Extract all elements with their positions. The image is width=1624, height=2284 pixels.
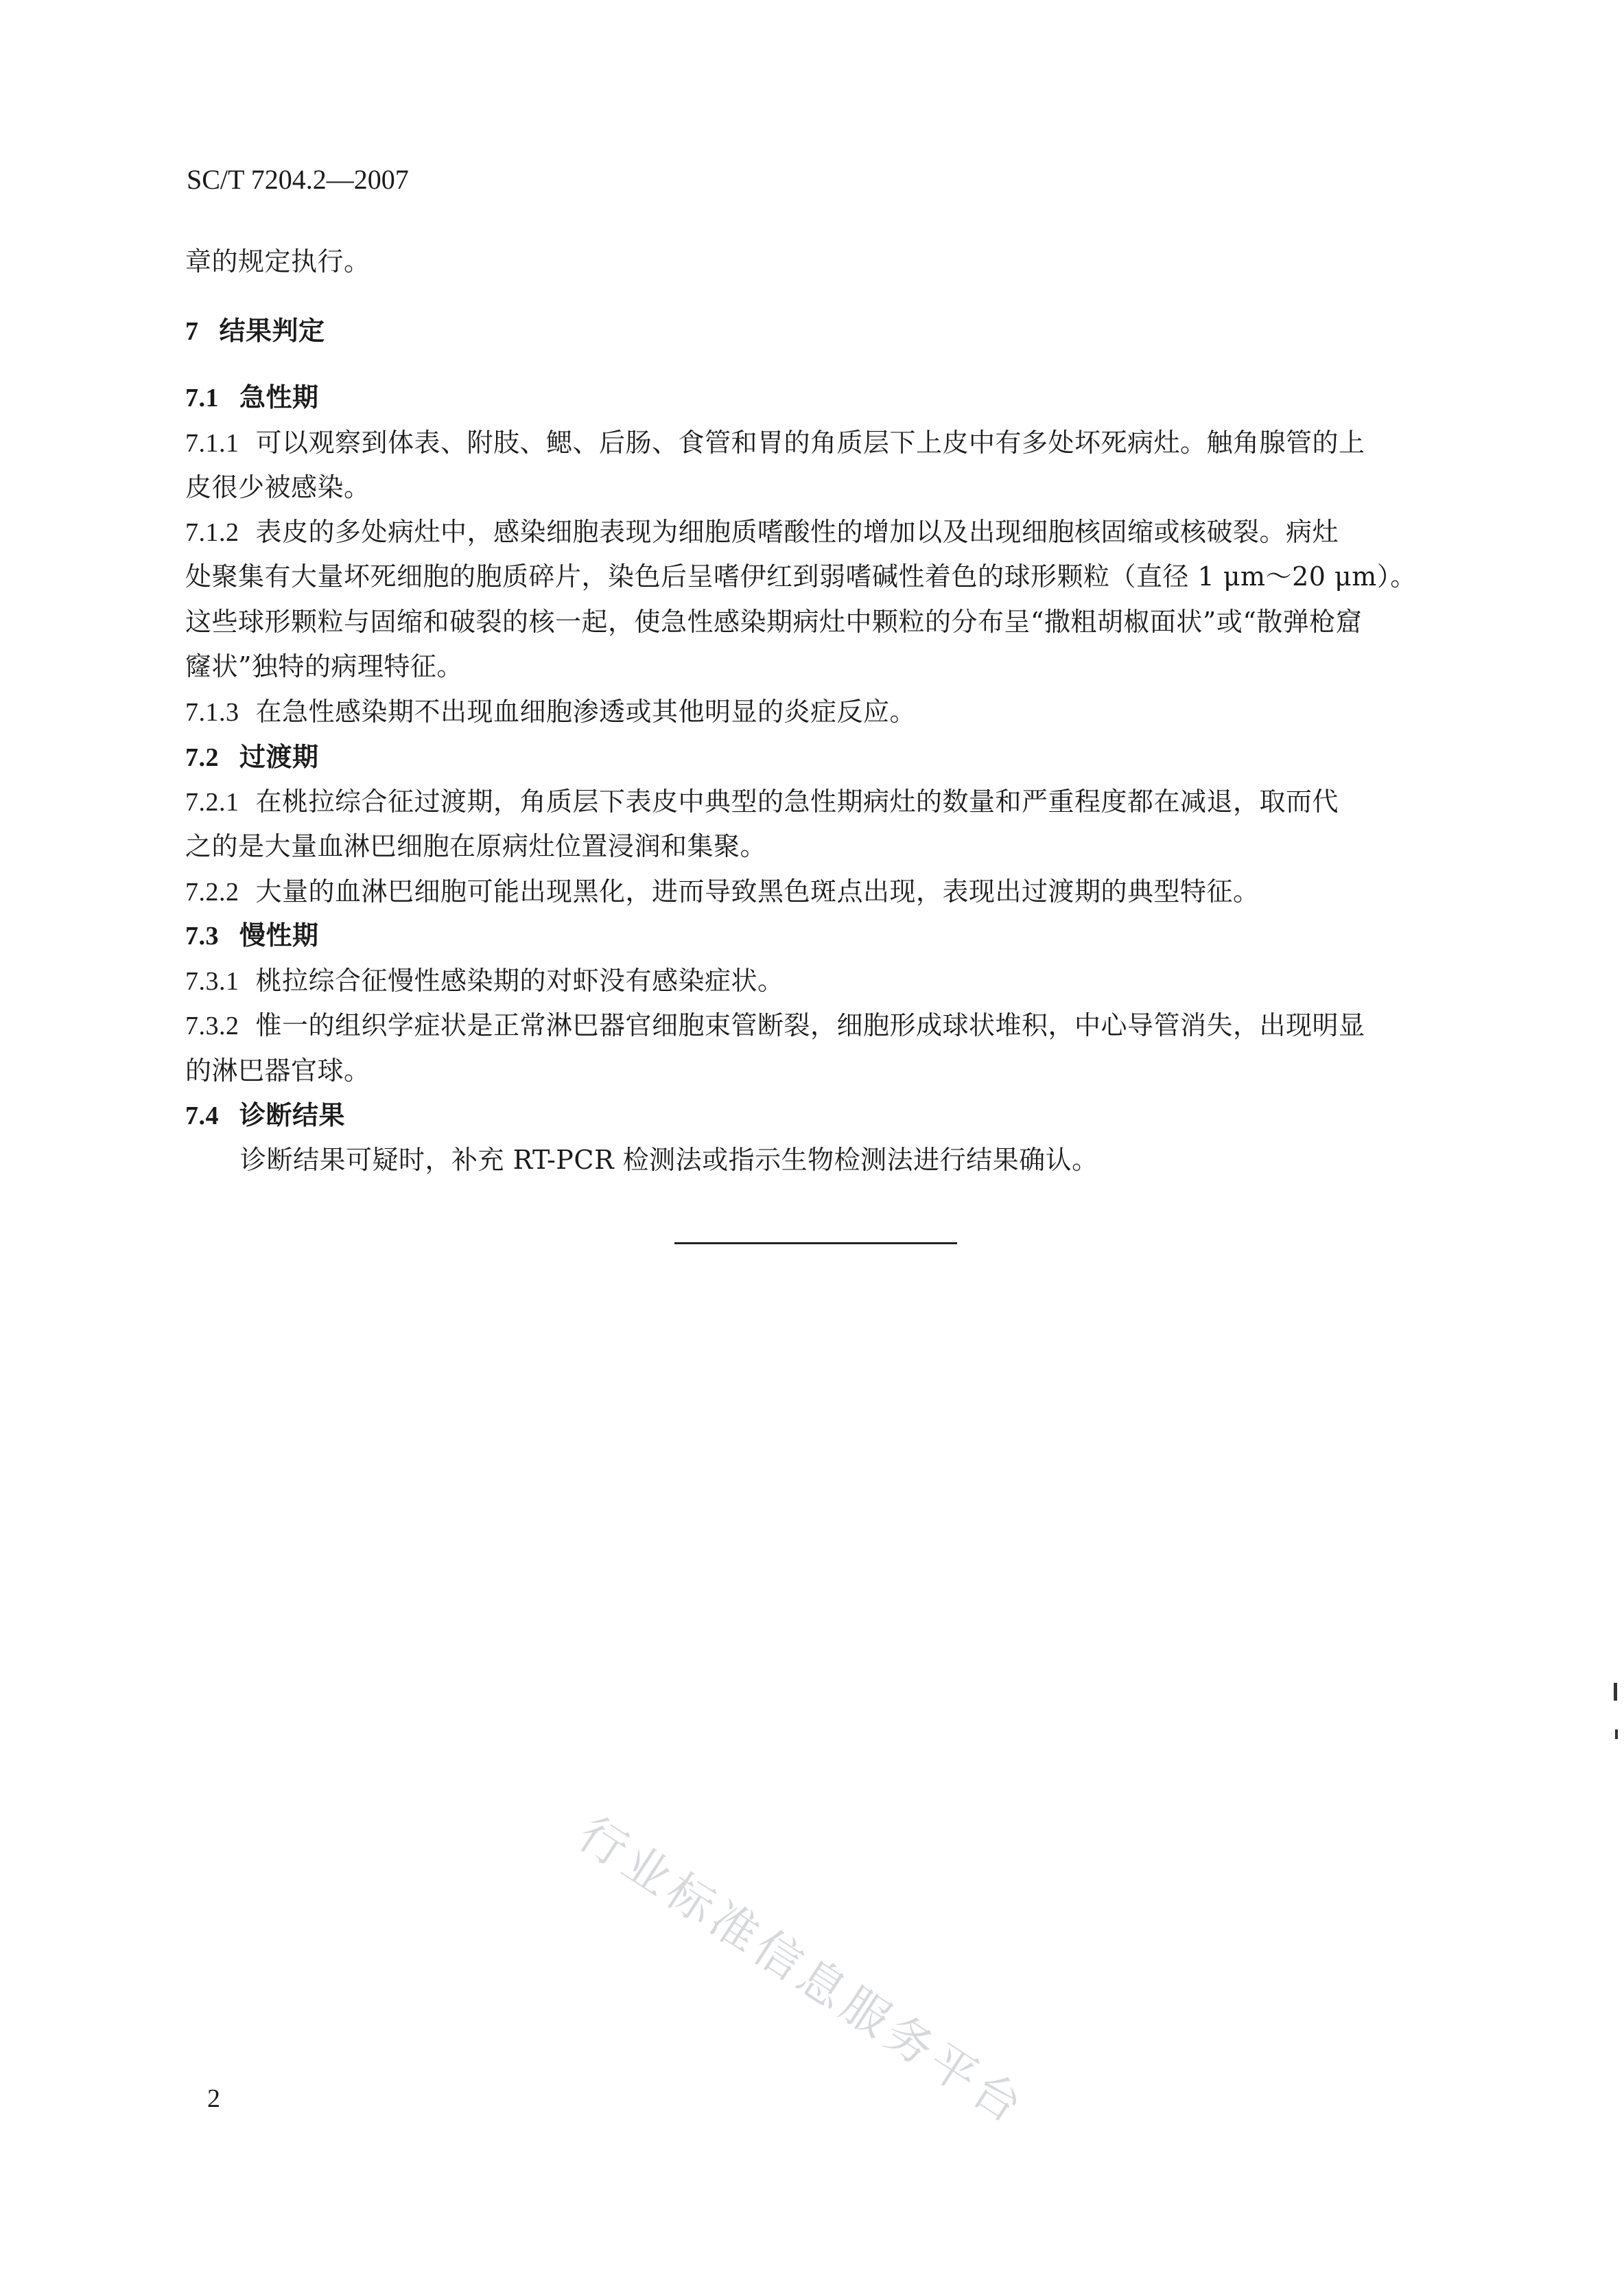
subsection-number: 7.3 — [185, 922, 219, 951]
paragraph-line — [185, 239, 1455, 284]
line-text: 表皮的多处病灶中，感染细胞表现为细胞质嗜酸性的增加以及出现细胞核固缩或核破裂。病灶 — [255, 517, 1339, 547]
clause-line — [185, 1003, 1455, 1049]
clause-number: 7.3.1 — [185, 967, 239, 996]
line-text: 桃拉综合征慢性感染期的对虾没有感染症状。 — [255, 966, 784, 996]
line-text: 大量的血淋巴细胞可能出现黑化，进而导致黑色斑点出现，表现出过渡期的典型特征。 — [255, 876, 1260, 907]
subsection-title: 过渡期 — [239, 742, 319, 772]
clause-number: 7.3.2 — [185, 1012, 239, 1040]
subsection-number: 7.1 — [185, 384, 219, 412]
indented-paragraph — [240, 1137, 1509, 1182]
end-of-text-rule — [674, 1242, 957, 1244]
subsection-heading — [185, 913, 1455, 959]
section-heading — [185, 308, 1455, 354]
clause-number: 7.1.2 — [185, 518, 239, 547]
subsection-number: 7.4 — [185, 1102, 219, 1130]
clause-number: 7.1.3 — [185, 698, 239, 727]
clause-line — [185, 599, 1455, 644]
standard-code: SC/T 7204.2—2007 — [187, 164, 409, 195]
line-text: 章的规定执行。 — [185, 246, 370, 277]
line-text: 在急性感染期不出现血细胞渗透或其他明显的炎症反应。 — [255, 697, 917, 727]
subsection-heading — [185, 734, 1455, 780]
clause-number: 7.2.2 — [185, 878, 239, 907]
clause-line — [185, 824, 1455, 869]
section-title: 结果判定 — [219, 316, 325, 346]
clause-line — [185, 644, 1455, 689]
clause-line — [185, 779, 1455, 825]
line-text: 惟一的组织学症状是正常淋巴器官细胞束管断裂，细胞形成球状堆积，中心导管消失，出现明显 — [255, 1010, 1365, 1040]
line-text: 这些球形颗粒与固缩和破裂的核一起，使急性感染期病灶中颗粒的分布呈“撒粗胡椒面状”或“散弹枪窟 — [185, 607, 1363, 637]
subsection-number: 7.2 — [185, 743, 219, 772]
clause-line — [185, 1048, 1455, 1093]
clause-line — [185, 958, 1455, 1004]
clause-number: 7.2.1 — [185, 788, 239, 817]
subsection-heading — [185, 1093, 1455, 1139]
scan-artifact — [1615, 1729, 1618, 1739]
clause-line — [185, 869, 1455, 915]
line-text: 处聚集有大量坏死细胞的胞质碎片，染色后呈嗜伊红到弱嗜碱性着色的球形颗粒（直径 1 μm～20 μm）。 — [185, 561, 1417, 592]
line-text: 窿状”独特的病理特征。 — [185, 651, 463, 681]
clause-line — [185, 554, 1455, 599]
section-number: 7 — [185, 317, 199, 346]
page-number: 2 — [207, 2084, 220, 2113]
clause-line — [185, 420, 1455, 466]
line-text: 可以观察到体表、附肢、鳃、后肠、食管和胃的角质层下上皮中有多处坏死病灶。触角腺管的上 — [255, 428, 1365, 458]
line-text: 之的是大量血淋巴细胞在原病灶位置浸润和集聚。 — [185, 831, 767, 861]
line-text: 在桃拉综合征过渡期，角质层下表皮中典型的急性期病灶的数量和严重程度都在减退，取而代 — [255, 786, 1339, 817]
clause-line — [185, 465, 1455, 510]
subsection-title: 慢性期 — [239, 920, 319, 951]
subsection-title: 诊断结果 — [239, 1100, 346, 1130]
line-text: 诊断结果可疑时，补充 RT-PCR 检测法或指示生物检测法进行结果确认。 — [240, 1145, 1098, 1175]
clause-line — [185, 509, 1455, 555]
subsection-heading — [185, 375, 1455, 421]
clause-line — [185, 689, 1455, 735]
line-text: 的淋巴器官球。 — [185, 1056, 370, 1086]
clause-number: 7.1.1 — [185, 429, 239, 458]
watermark: 行业标准信息服务平台 — [568, 1806, 1036, 2136]
subsection-title: 急性期 — [239, 382, 319, 412]
scan-artifact — [1614, 1683, 1617, 1701]
line-text: 皮很少被感染。 — [185, 472, 370, 502]
